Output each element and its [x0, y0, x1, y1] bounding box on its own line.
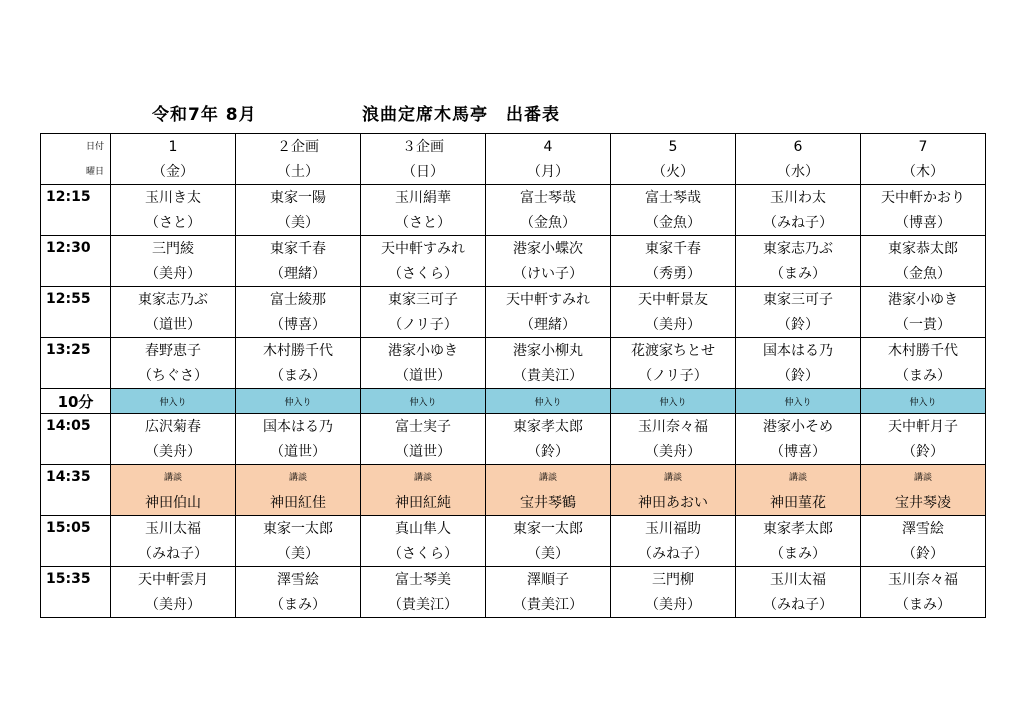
act-cell	[236, 567, 361, 618]
date-label: 日付	[85, 141, 104, 152]
performer-name: 東家三可子	[388, 291, 458, 308]
performer-name: 広沢菊春	[145, 418, 201, 435]
time-cell: 12:30	[41, 236, 111, 287]
accompanist-name: （まみ）	[770, 545, 826, 562]
act-cell	[736, 516, 861, 567]
break-cell: 仲入り	[611, 389, 736, 414]
kodan-label: 講談	[413, 472, 432, 483]
accompanist-name: （道世）	[395, 367, 451, 384]
performer-name: 木村勝千代	[888, 342, 958, 359]
accompanist-name: （美舟）	[145, 443, 201, 460]
time-cell: 13:25	[41, 338, 111, 389]
kodan-performer: 宝井琴凌	[895, 494, 951, 511]
act-cell	[236, 236, 361, 287]
time-cell: 12:15	[41, 185, 111, 236]
performer-name: 真山隼人	[395, 520, 451, 537]
act-cell	[236, 414, 361, 465]
accompanist-name: （まみ）	[770, 265, 826, 282]
performer-name: 天中軒すみれ	[381, 240, 465, 257]
time-cell: 12:55	[41, 287, 111, 338]
day-header-cell	[111, 134, 236, 185]
day-weekday: （水）	[777, 163, 819, 180]
act-cell	[736, 287, 861, 338]
accompanist-name: （道世）	[270, 443, 326, 460]
accompanist-name: （鈴）	[902, 545, 944, 562]
act-cell	[611, 236, 736, 287]
act-cell	[611, 414, 736, 465]
performer-name: 港家小そめ	[763, 418, 833, 435]
act-cell	[111, 236, 236, 287]
accompanist-name: （さと）	[145, 214, 201, 231]
kodan-label: 講談	[163, 472, 182, 483]
performer-name: 天中軒景友	[638, 291, 708, 308]
day-header-cell	[486, 134, 611, 185]
performer-name: 東家三可子	[763, 291, 833, 308]
accompanist-name: （金魚）	[645, 214, 701, 231]
kodan-cell	[861, 465, 986, 516]
act-cell	[486, 236, 611, 287]
accompanist-name: （鈴）	[527, 443, 569, 460]
performer-name: 澤雪絵	[902, 520, 944, 537]
performer-name: 玉川わ太	[770, 189, 826, 206]
act-cell	[861, 414, 986, 465]
performer-name: 港家小ゆき	[388, 342, 458, 359]
performer-name: 木村勝千代	[263, 342, 333, 359]
act-cell	[861, 185, 986, 236]
act-cell	[611, 185, 736, 236]
kodan-label: 講談	[288, 472, 307, 483]
act-cell	[236, 338, 361, 389]
break-row	[41, 389, 986, 414]
kodan-cell	[736, 465, 861, 516]
accompanist-name: （道世）	[395, 443, 451, 460]
schedule-table	[40, 133, 986, 618]
kodan-cell	[236, 465, 361, 516]
header-row	[41, 134, 986, 185]
kodan-label: 講談	[538, 472, 557, 483]
act-cell	[361, 185, 486, 236]
day-header-cell	[736, 134, 861, 185]
act-cell	[236, 516, 361, 567]
performer-name: 東家一陽	[270, 189, 326, 206]
accompanist-name: （金魚）	[520, 214, 576, 231]
time-cell: 15:05	[41, 516, 111, 567]
break-cell: 仲入り	[236, 389, 361, 414]
act-cell	[111, 287, 236, 338]
slot-row	[41, 185, 986, 236]
day-date: 4	[543, 138, 553, 155]
performer-name: 玉川太福	[145, 520, 201, 537]
performer-name: 澤順子	[527, 571, 569, 588]
performer-name: 国本はる乃	[263, 418, 333, 435]
performer-name: 三門柳	[652, 571, 694, 588]
performer-name: 東家恭太郎	[888, 240, 958, 257]
kodan-performer: 神田紅純	[395, 494, 451, 511]
performer-name: 港家小ゆき	[888, 291, 958, 308]
accompanist-name: （貴美江）	[513, 596, 583, 613]
performer-name: 富士綾那	[270, 291, 326, 308]
break-cell: 仲入り	[486, 389, 611, 414]
accompanist-name: （美舟）	[145, 265, 201, 282]
accompanist-name: （ちぐさ）	[138, 367, 208, 384]
accompanist-name: （まみ）	[270, 367, 326, 384]
day-weekday: （金）	[152, 163, 194, 180]
performer-name: 玉川福助	[645, 520, 701, 537]
day-date: 6	[793, 138, 803, 155]
act-cell	[486, 414, 611, 465]
act-cell	[861, 236, 986, 287]
act-cell	[736, 567, 861, 618]
accompanist-name: （鈴）	[777, 316, 819, 333]
performer-name: 春野恵子	[145, 342, 201, 359]
performer-name: 東家一太郎	[263, 520, 333, 537]
accompanist-name: （さくら）	[388, 265, 458, 282]
kodan-performer: 神田伯山	[145, 494, 201, 511]
slot-row	[41, 414, 986, 465]
act-cell	[861, 567, 986, 618]
kodan-row	[41, 465, 986, 516]
day-weekday: （木）	[902, 163, 944, 180]
weekday-label: 曜日	[85, 166, 104, 177]
act-cell	[361, 236, 486, 287]
act-cell	[486, 185, 611, 236]
performer-name: 花渡家ちとせ	[631, 342, 715, 359]
time-cell: 14:05	[41, 414, 111, 465]
act-cell	[736, 414, 861, 465]
performer-name: 天中軒月子	[888, 418, 958, 435]
act-cell	[861, 287, 986, 338]
accompanist-name: （貴美江）	[388, 596, 458, 613]
accompanist-name: （理緒）	[270, 265, 326, 282]
act-cell	[236, 287, 361, 338]
act-cell	[736, 236, 861, 287]
accompanist-name: （貴美江）	[513, 367, 583, 384]
accompanist-name: （美舟）	[645, 316, 701, 333]
kodan-performer: 神田紅佳	[270, 494, 326, 511]
day-weekday: （月）	[527, 163, 569, 180]
performer-name: 天中軒かおり	[881, 189, 965, 206]
act-cell	[861, 516, 986, 567]
accompanist-name: （ノリ子）	[638, 367, 708, 384]
act-cell	[111, 516, 236, 567]
kodan-performer: 神田菫花	[770, 494, 826, 511]
accompanist-name: （美舟）	[645, 596, 701, 613]
page-title: 浪曲定席木馬亭 出番表	[362, 105, 560, 125]
performer-name: 東家千春	[270, 240, 326, 257]
accompanist-name: （みね子）	[763, 214, 833, 231]
act-cell	[236, 185, 361, 236]
day-weekday: （土）	[277, 163, 319, 180]
accompanist-name: （秀勇）	[645, 265, 701, 282]
act-cell	[861, 338, 986, 389]
kodan-cell	[611, 465, 736, 516]
slot-row	[41, 236, 986, 287]
accompanist-name: （鈴）	[902, 443, 944, 460]
performer-name: 東家志乃ぶ	[763, 240, 833, 257]
performer-name: 天中軒すみれ	[506, 291, 590, 308]
day-weekday: （火）	[652, 163, 694, 180]
day-date: 5	[668, 138, 678, 155]
day-header-cell	[361, 134, 486, 185]
accompanist-name: （鈴）	[777, 367, 819, 384]
performer-name: 富士琴哉	[645, 189, 701, 206]
act-cell	[611, 287, 736, 338]
performer-name: 港家小柳丸	[513, 342, 583, 359]
day-date: 7	[918, 138, 928, 155]
act-cell	[361, 414, 486, 465]
act-cell	[611, 516, 736, 567]
performer-name: 富士琴哉	[520, 189, 576, 206]
act-cell	[486, 516, 611, 567]
kodan-label: 講談	[663, 472, 682, 483]
day-date: 1	[168, 138, 178, 155]
act-cell	[486, 287, 611, 338]
break-cell: 仲入り	[861, 389, 986, 414]
kodan-performer: 神田あおい	[638, 494, 708, 511]
accompanist-name: （まみ）	[270, 596, 326, 613]
day-header-cell	[236, 134, 361, 185]
break-label: 10分	[41, 389, 111, 414]
performer-name: 東家孝太郎	[763, 520, 833, 537]
time-cell: 15:35	[41, 567, 111, 618]
accompanist-name: （美舟）	[645, 443, 701, 460]
slot-row	[41, 287, 986, 338]
performer-name: 三門綾	[152, 240, 194, 257]
accompanist-name: （さと）	[395, 214, 451, 231]
accompanist-name: （博喜）	[270, 316, 326, 333]
slot-row	[41, 338, 986, 389]
accompanist-name: （金魚）	[895, 265, 951, 282]
day-weekday: （日）	[402, 163, 444, 180]
accompanist-name: （まみ）	[895, 367, 951, 384]
performer-name: 東家千春	[645, 240, 701, 257]
break-cell: 仲入り	[361, 389, 486, 414]
act-cell	[111, 338, 236, 389]
accompanist-name: （一貴）	[895, 316, 951, 333]
day-date: ３企画	[402, 138, 444, 155]
act-cell	[736, 338, 861, 389]
accompanist-name: （ノリ子）	[388, 316, 458, 333]
accompanist-name: （美）	[277, 214, 319, 231]
act-cell	[111, 414, 236, 465]
kodan-cell	[361, 465, 486, 516]
accompanist-name: （道世）	[145, 316, 201, 333]
slot-row	[41, 567, 986, 618]
performer-name: 東家孝太郎	[513, 418, 583, 435]
accompanist-name: （美舟）	[145, 596, 201, 613]
accompanist-name: （美）	[277, 545, 319, 562]
accompanist-name: （博喜）	[770, 443, 826, 460]
performer-name: 玉川奈々福	[888, 571, 958, 588]
act-cell	[111, 567, 236, 618]
act-cell	[611, 338, 736, 389]
performer-name: 玉川太福	[770, 571, 826, 588]
performer-name: 東家志乃ぶ	[138, 291, 208, 308]
day-date: ２企画	[277, 138, 319, 155]
act-cell	[361, 516, 486, 567]
act-cell	[736, 185, 861, 236]
kodan-cell	[486, 465, 611, 516]
header-label-cell	[41, 134, 111, 185]
performer-name: 富士琴美	[395, 571, 451, 588]
performer-name: 玉川絹華	[395, 189, 451, 206]
accompanist-name: （博喜）	[895, 214, 951, 231]
day-header-cell	[611, 134, 736, 185]
accompanist-name: （まみ）	[895, 596, 951, 613]
act-cell	[486, 338, 611, 389]
performer-name: 富士実子	[395, 418, 451, 435]
performer-name: 澤雪絵	[277, 571, 319, 588]
accompanist-name: （けい子）	[513, 265, 583, 282]
accompanist-name: （美）	[527, 545, 569, 562]
performer-name: 港家小蝶次	[513, 240, 583, 257]
act-cell	[361, 567, 486, 618]
accompanist-name: （さくら）	[388, 545, 458, 562]
time-cell: 14:35	[41, 465, 111, 516]
kodan-cell	[111, 465, 236, 516]
act-cell	[611, 567, 736, 618]
act-cell	[111, 185, 236, 236]
kodan-label: 講談	[913, 472, 932, 483]
day-header-cell	[861, 134, 986, 185]
slot-row	[41, 516, 986, 567]
break-cell: 仲入り	[736, 389, 861, 414]
break-cell: 仲入り	[111, 389, 236, 414]
kodan-performer: 宝井琴鶴	[520, 494, 576, 511]
accompanist-name: （みね子）	[638, 545, 708, 562]
kodan-label: 講談	[788, 472, 807, 483]
performer-name: 国本はる乃	[763, 342, 833, 359]
accompanist-name: （みね子）	[763, 596, 833, 613]
performer-name: 天中軒雲月	[138, 571, 208, 588]
accompanist-name: （理緒）	[520, 316, 576, 333]
act-cell	[486, 567, 611, 618]
performer-name: 東家一太郎	[513, 520, 583, 537]
performer-name: 玉川き太	[145, 189, 201, 206]
act-cell	[361, 338, 486, 389]
accompanist-name: （みね子）	[138, 545, 208, 562]
act-cell	[361, 287, 486, 338]
page-title-date: 令和7年 8月	[152, 105, 257, 125]
performer-name: 玉川奈々福	[638, 418, 708, 435]
